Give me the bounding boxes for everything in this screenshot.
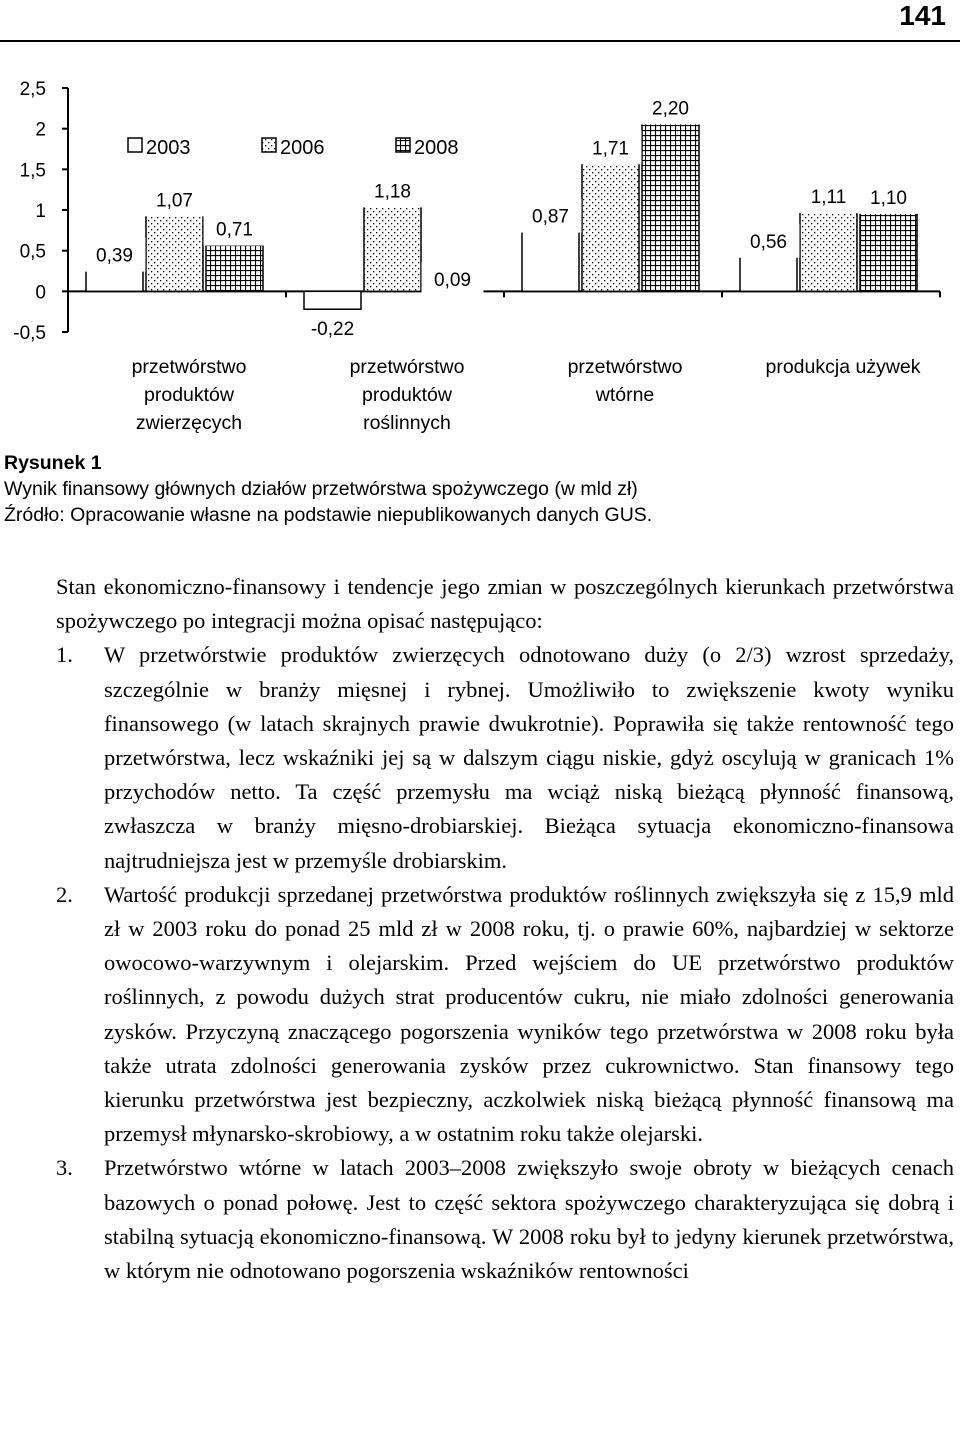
body-text xyxy=(56,570,954,1288)
legend-swatch-2006 xyxy=(262,138,276,152)
category-label: produktów xyxy=(144,384,234,406)
data-label: 0,56 xyxy=(750,231,787,253)
bar-2006 xyxy=(146,204,203,291)
chart-legend xyxy=(128,137,459,159)
category-label: przetwórstwo xyxy=(567,356,683,378)
data-label: 1,11 xyxy=(810,187,847,209)
figure-label: Rysunek 1 xyxy=(4,452,102,474)
data-label: 0,71 xyxy=(216,219,253,241)
category-label: przetwórstwo xyxy=(131,356,247,378)
data-label: 0,87 xyxy=(532,206,569,228)
category-label: wtórne xyxy=(595,384,655,406)
legend-label: 2003 xyxy=(146,137,191,159)
list-item-number: 2. xyxy=(56,881,73,907)
y-tick-label: 1 xyxy=(35,201,46,222)
figure-caption xyxy=(4,450,652,528)
y-tick-label: -0,5 xyxy=(13,323,46,344)
category-label: produkcja używek xyxy=(765,356,921,378)
data-label: -0,22 xyxy=(310,319,355,341)
y-tick-label: 2 xyxy=(35,119,46,141)
findings-list xyxy=(56,638,954,1288)
category-label: przetwórstwo xyxy=(349,356,465,378)
category-label: roślinnych xyxy=(363,412,451,434)
list-item-text: Wartość produkcji sprzedanej przetwórstwa produktów roślinnych zwiększyła się z 15,9 mld zł w 2003 roku do ponad 25 mld zł w 2008 roku, tj. o prawie 60%, najbardziej w sektorze owocowo-warzywnym i olejarskim. Przed wejściem do UE przetwórstwo produktów roślinnych, z powodu dużych strat producentów cukru, nie miało zdolności generowania zysków. Przyczyną znaczącego pogorszenia wyników tego przetwórstwa w 2008 roku była także utrata zdolności generowania zysków przez cukrownictwo. Stan finansowy tego kierunku przetwórstwa jest bezpieczny, aczkolwiek niską bieżącą płynność finansową ma przemysł młynarsko-skrobiowy, a w ostatnim roku także olejarski. xyxy=(104,881,954,1147)
figure-title: Wynik finansowy głównych działów przetwórstwa spożywczego (w mld zł) xyxy=(4,478,638,500)
data-label: 1,10 xyxy=(870,187,907,209)
data-label: 1,07 xyxy=(156,190,193,212)
bar-2006 xyxy=(582,152,639,291)
bar-2008 xyxy=(860,202,917,291)
category-label: zwierzęcych xyxy=(135,412,243,434)
bar-2006 xyxy=(364,195,421,291)
legend-label: 2006 xyxy=(280,137,325,159)
list-item xyxy=(56,1151,954,1288)
list-item-text: W przetwórstwie produktów zwierzęcych odnotowano duży (o 2/3) wzrost sprzedaży, szczególnie w branży mięsnej i rybnej. Umożliwiło to zwiększenie kwoty wyniku finansowego (w latach skrajnych prawie dwukrotnie). Poprawiła się także rentowność tego przetwórstwa, lecz wskaźniki jej są w dalszym ciągu niskie, gdyż oscylują w granicach 1% przychodów netto. Ta część przemysłu ma wciąż niską bieżącą płynność finansową, zwłaszcza w branży mięsno-drobiarskiej. Bieżąca sytuacja ekonomiczno-finansowa najtrudniejsza jest w przemyśle drobiarskim. xyxy=(104,642,954,873)
list-item xyxy=(56,638,954,877)
figure-source: Źródło: Opracowanie własne na podstawie niepublikowanych danych GUS. xyxy=(4,504,653,526)
legend-swatch-2008 xyxy=(396,138,410,152)
list-item-number: 3. xyxy=(56,1155,73,1181)
y-tick-label: 1,5 xyxy=(19,160,46,182)
bar-chart xyxy=(0,60,960,445)
bar-2008 xyxy=(642,112,699,291)
data-label: 1,18 xyxy=(374,181,411,203)
list-item-text: Przetwórstwo wtórne w latach 2003–2008 zwiększyło swoje obroty w bieżących cenach bazowych o ponad połowę. Jest to część sektora spożywczego charakteryzująca się dobrą i stabilną sytuacją ekonomiczno-finansową. W 2008 roku był to jedyny kierunek przetwórstwa, w którym nie odnotowano pogorszenia wskaźników rentowności xyxy=(104,1155,954,1284)
data-label: 0,39 xyxy=(96,245,133,267)
bar-2006 xyxy=(800,201,857,291)
data-label: 0,09 xyxy=(434,270,471,292)
y-tick-label: 0 xyxy=(35,282,46,304)
list-item xyxy=(56,878,954,1152)
y-tick-label: 2,5 xyxy=(19,79,46,100)
bar-2003 xyxy=(304,291,361,309)
legend-label: 2008 xyxy=(414,137,459,159)
data-label: 1,71 xyxy=(592,138,629,160)
legend-swatch-2003 xyxy=(128,138,142,152)
page-number: 141 xyxy=(899,0,946,31)
data-label: 2,20 xyxy=(652,98,689,120)
y-tick-label: 0,5 xyxy=(19,241,46,263)
intro-paragraph: Stan ekonomiczno-finansowy i tendencje jego zmian w poszczególnych kierunkach przetwórstwa spożywczego po integracji można opisać następująco: xyxy=(56,574,954,634)
list-item-number: 1. xyxy=(56,642,73,668)
header-rule xyxy=(0,40,960,42)
category-label: produktów xyxy=(362,384,452,406)
